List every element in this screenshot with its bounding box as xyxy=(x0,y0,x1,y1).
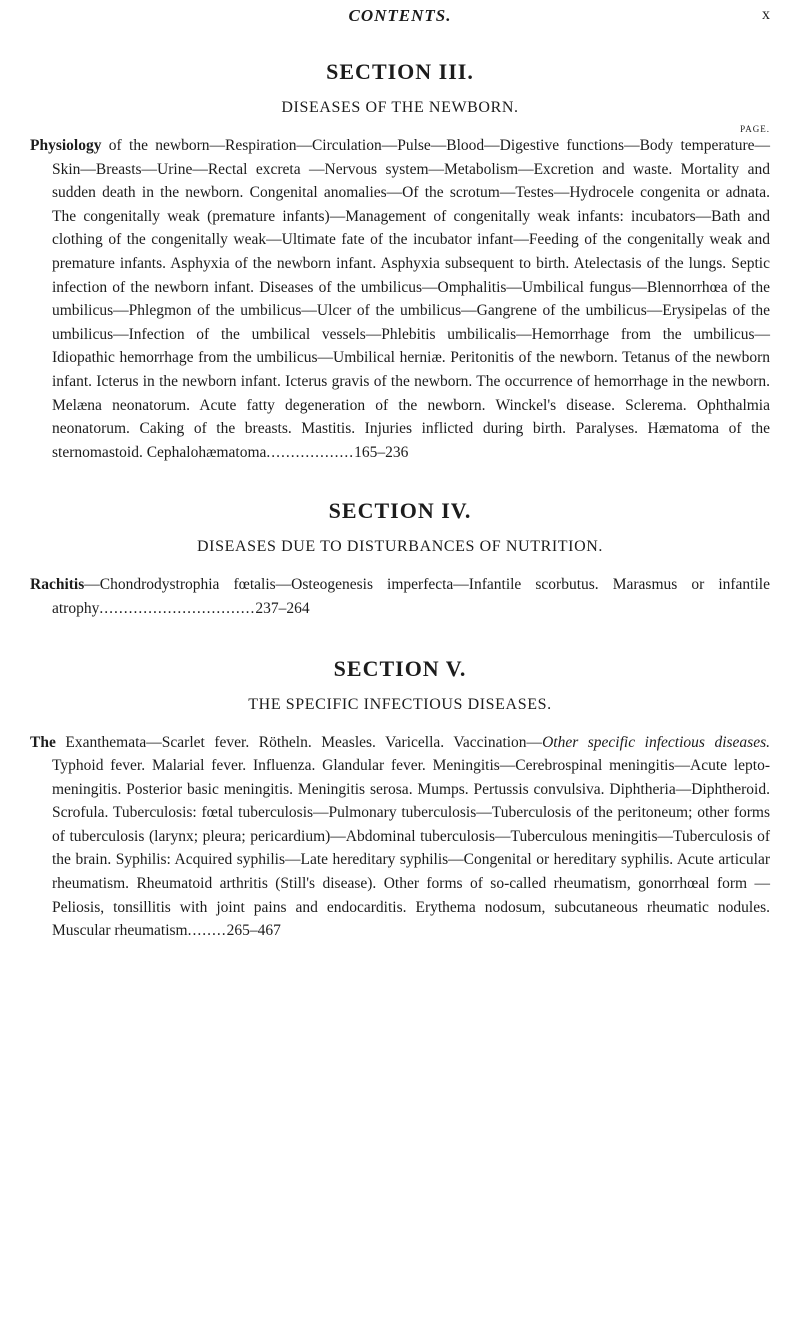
section-5 xyxy=(30,655,770,943)
leader-dots: .................. xyxy=(266,443,355,461)
contents-entry xyxy=(30,573,770,620)
running-title: CONTENTS. xyxy=(348,6,452,25)
page-range: 265–467 xyxy=(226,922,281,940)
contents-entry xyxy=(30,134,770,464)
entry-lead: Physiology xyxy=(30,137,102,154)
entry-text: Exanthemata—Scarlet fever. Rötheln. Measles. Varicella. Vaccination— xyxy=(55,733,543,751)
contents-entry xyxy=(30,731,770,943)
page-range: 237–264 xyxy=(255,599,310,617)
page-number: x xyxy=(762,6,770,23)
section-3 xyxy=(30,58,770,464)
section-subtitle: DISEASES OF THE NEWBORN. xyxy=(281,99,519,116)
section-heading: SECTION III. xyxy=(326,59,474,84)
section-subtitle: DISEASES DUE TO DISTURBANCES OF NUTRITION. xyxy=(197,538,603,556)
leader-dots: ................................ xyxy=(99,599,256,617)
page-range: 165–236 xyxy=(354,443,409,461)
entry-italic-text: Other specific infectious diseases. xyxy=(542,733,770,751)
entry-lead: The xyxy=(30,733,56,751)
section-subtitle: THE SPECIFIC INFECTIOUS DISEASES. xyxy=(248,695,552,713)
entry-text: of the newborn—Respiration—Circulation—Pulse—Blood—Digestive functions—Body temperature—Skin—Breasts—Urine—Rectal excreta —Nervous system—Metabolism—Excretion and waste. Mortality and sudden death in the newborn. Congenital anomalies—Of the scrotum—Testes—Hydrocele congenita or adnata. The congenitally weak (premature infants)—Management of congenitally weak infants: incubators—Bath and clothing of the congenitally weak—Ultimate fate of the incubator infant—Feeding of the congenitally weak and premature infants. Asphyxia of the newborn infant. Asphyxia subsequent to birth. Atelectasis of the lungs. Septic infection of the newborn infant. Diseases of the umbilicus—Omphalitis—Umbilical fungus—Blennorrhœa of the umbilicus—Phlegmon of the umbilicus—Ulcer of the umbilicus—Gangrene of the umbilicus—Erysipelas of the umbilicus—Infection of the umbilical vessels—Phlebitis umbilicalis—Hemorrhage from the umbilicus—Idiopathic hemorrhage from the umbilicus—Umbilical herniæ. Peritonitis of the newborn. Tetanus of the newborn infant. Icterus in the newborn infant. Icterus gravis of the newborn. The occurrence of hemorrhage in the newborn. Melæna neonatorum. Acute fatty degeneration of the newborn. Winckel's disease. Sclerema. Ophthalmia neonatorum. Caking of the breasts. Mastitis. Injuries inflicted during birth. Paralyses. Hæmatoma of the sternomastoid. Cephalohæmatoma xyxy=(52,137,770,461)
section-heading: SECTION IV. xyxy=(328,498,472,524)
section-4 xyxy=(30,497,770,620)
contents-body xyxy=(30,58,770,943)
leader-dots: ........ xyxy=(187,922,227,940)
entry-lead: Rachitis xyxy=(30,576,85,594)
section-heading: SECTION V. xyxy=(333,655,467,681)
page-column-label: PAGE. xyxy=(740,124,770,134)
entry-text: —Chondrodystrophia fœtalis—Osteogenesis imperfecta—Infantile scorbutus. Marasmus or infantile atrophy xyxy=(52,576,770,617)
running-head xyxy=(0,6,800,30)
entry-text-continued: Typhoid fever. Malarial fever. Influenza. Glandular fever. Meningitis—Cerebrospinal meningitis—Acute lepto-meningitis. Posterior basic meningitis. Meningitis serosa. Mumps. Pertussis convulsiva. Diphtheria—Diphtheroid. Scrofula. Tuberculosis: fœtal tuberculosis—Pulmonary tuberculosis—Tuberculosis of the peritoneum; other forms of tuberculosis (larynx; pleura; pericardium)—Abdominal tuberculosis—Tuberculous meningitis—Tuberculosis of the brain. Syphilis: Acquired syphilis—Late hereditary syphilis—Congenital or hereditary syphilis. Acute articular rheumatism. Rheumatoid arthritis (Still's disease). Other forms of so-called rheumatism, gonorrhœal form —Peliosis, tonsillitis with joint pains and endocarditis. Erythema nodosum, subcutaneous rheumatic nodules. Muscular rheumatism xyxy=(52,757,770,940)
